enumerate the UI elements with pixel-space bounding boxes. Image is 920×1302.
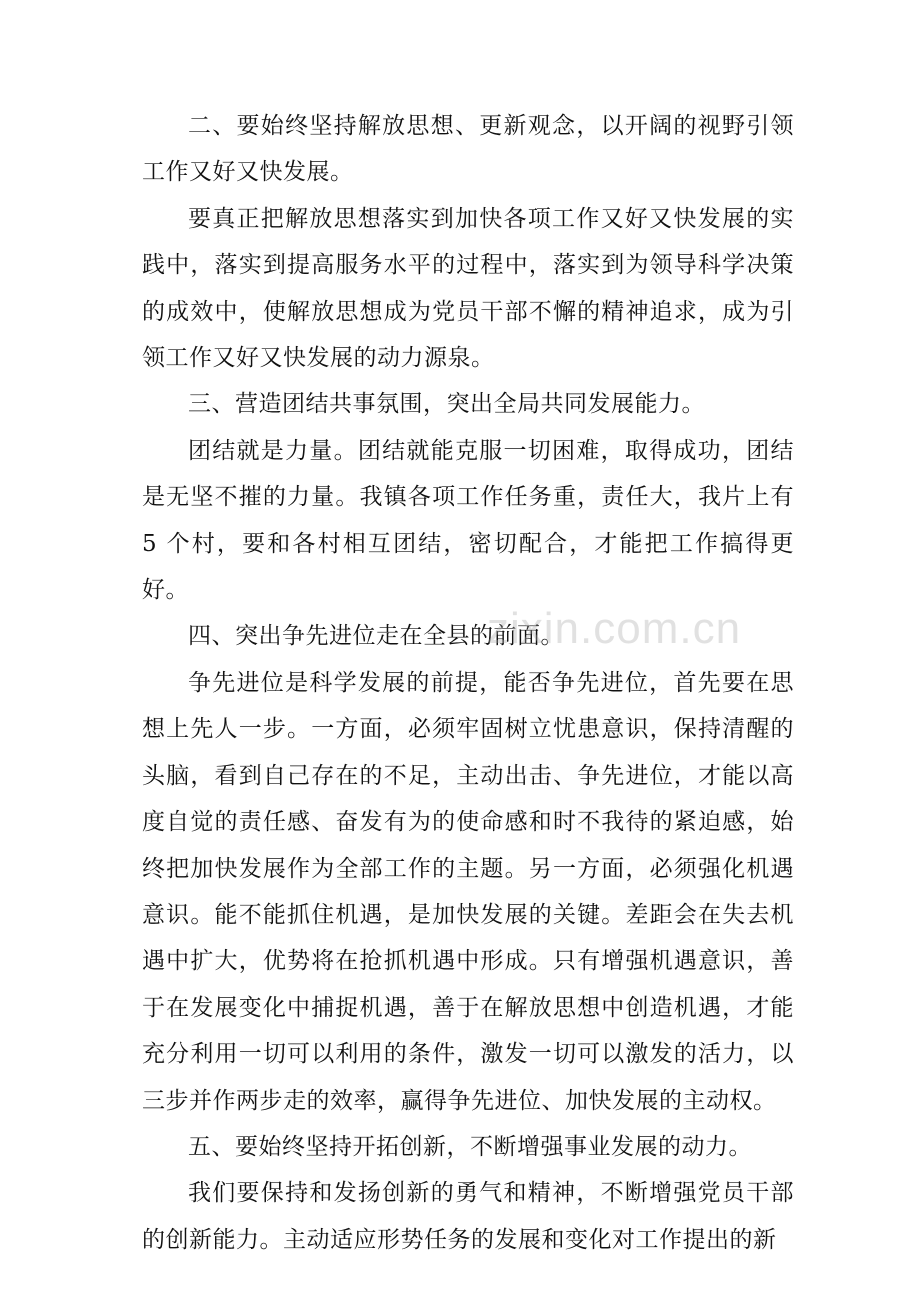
body-paragraph: 争先进位是科学发展的前提，能否争先进位，首先要在思想上先人一步。一方面，必须牢固树立忧患意识，保持清醒的头脑，看到自己存在的不足，主动出击、争先进位，才能以高度自觉的责任感、奋发有为的使命感和时不我待的紧迫感，始终把加快发展作为全部工作的主题。另一方面，必须强化机遇意识。能不能抓住机遇，是加快发展的关键。差距会在失去机遇中扩大，优势将在抢抓机遇中形成。只有增强机遇意识，善于在发展变化中捕捉机遇，善于在解放思想中创造机遇，才能充分利用一切可以利用的条件，激发一切可以激发的活力，以三步并作两步走的效率，赢得争先进位、加快发展的主动权。	[142, 669, 794, 1114]
heading-three: 三、营造团结共事氛围，突出全局共同发展能力。	[188, 391, 705, 418]
heading-five: 五、要始终坚持开拓创新，不断增强事业发展的动力。	[188, 1133, 752, 1160]
watermark: zixin.com.cn	[487, 604, 742, 653]
heading-two: 二、要始终坚持解放思想、更新观念，以开阔的视野引领工作又好又快发展。	[142, 113, 794, 186]
heading-four: 四、突出争先进位走在全县的前面。	[188, 623, 564, 650]
document-page	[142, 103, 794, 1263]
body-paragraph: 要真正把解放思想落实到加快各项工作又好又快发展的实践中，落实到提高服务水平的过程中，落实到为领导科学决策的成效中，使解放思想成为党员干部不懈的精神追求，成为引领工作又好又快发展的动力源泉。	[142, 205, 794, 372]
body-paragraph: 团结就是力量。团结就能克服一切困难，取得成功，团结是无坚不摧的力量。我镇各项工作任务重，责任大，我片上有 5 个村，要和各村相互团结，密切配合，才能把工作搞得更好。	[142, 437, 794, 604]
body-paragraph: 我们要保持和发扬创新的勇气和精神，不断增强党员干部的创新能力。主动适应形势任务的发展和变化对工作提出的新	[142, 1180, 794, 1253]
